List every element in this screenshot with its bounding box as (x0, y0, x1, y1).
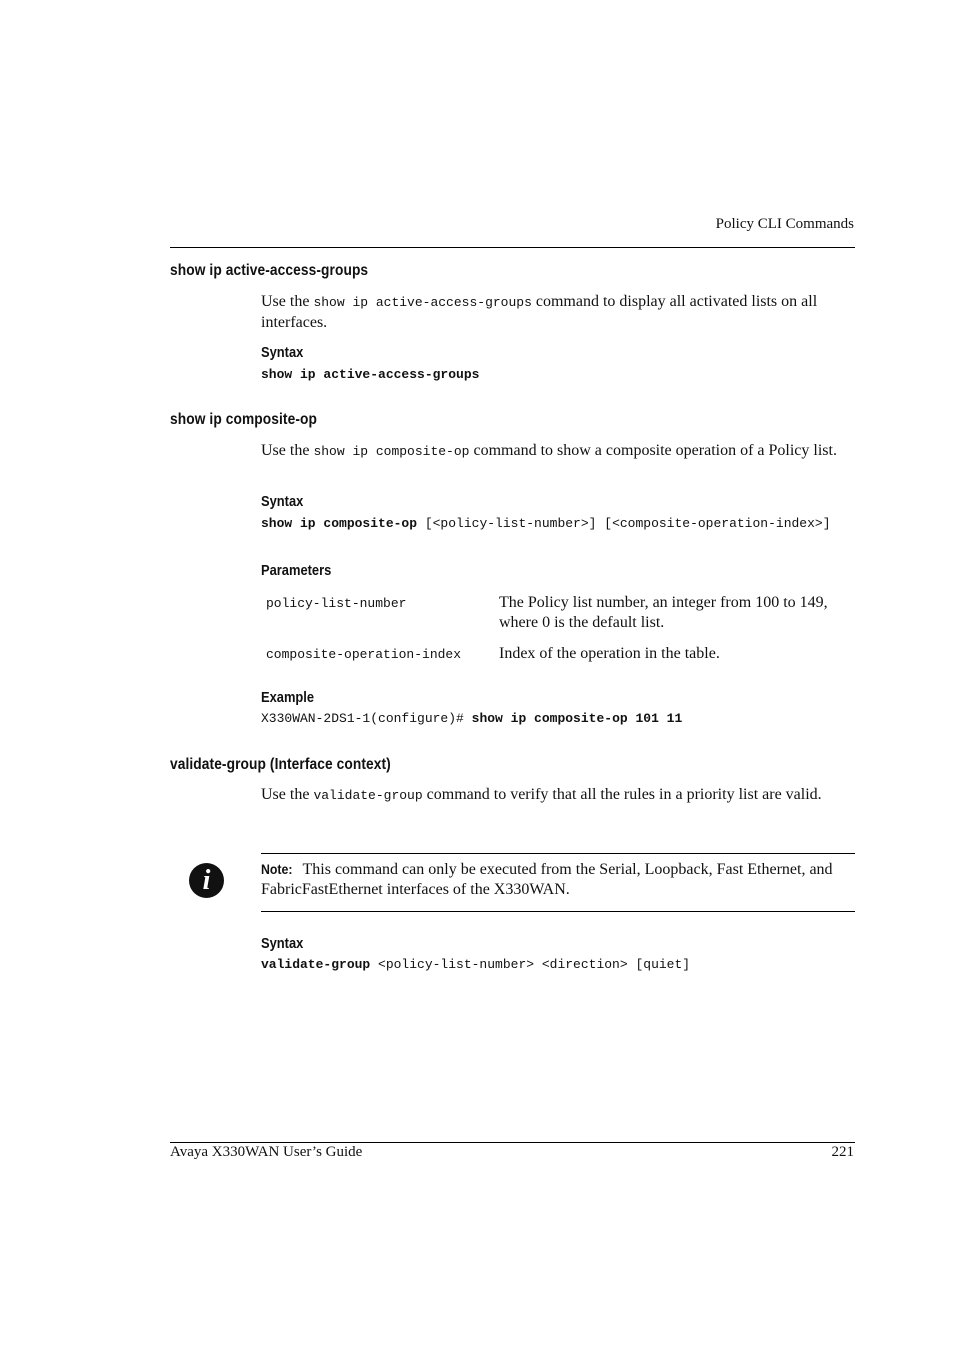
syntax-label: Syntax (261, 344, 304, 361)
note-bottom-rule (261, 911, 855, 912)
syntax-label: Syntax (261, 935, 304, 952)
parameter-description: The Policy list number, an integer from 100 to 149, where 0 is the default list. (499, 594, 828, 631)
info-icon: i (189, 863, 224, 898)
page-number: 221 (831, 1144, 854, 1160)
footer-title: Avaya X330WAN User’s Guide (170, 1144, 363, 1160)
section-heading-composite-op: show ip composite-op (170, 411, 317, 428)
inline-command: show ip composite-op (313, 444, 470, 459)
note (261, 859, 855, 900)
parameter-name: policy-list-number (266, 596, 407, 611)
section-heading-active-access-groups: show ip active-access-groups (170, 262, 369, 279)
syntax-label: Syntax (261, 493, 304, 510)
note-text: This command can only be executed from the Serial, Loopback, Fast Ethernet, and FabricFastEthernet interfaces of the X330WAN. (261, 861, 833, 898)
inline-command: validate-group (313, 788, 423, 803)
syntax-command: show ip composite-op [<policy-list-number>] [<composite-operation-index>] (261, 516, 831, 531)
footer-rule (170, 1142, 855, 1143)
example-command: X330WAN-2DS1-1(configure)# show ip composite-op 101 11 (261, 711, 683, 726)
inline-command: show ip active-access-groups (313, 295, 532, 310)
parameter-name: composite-operation-index (266, 647, 462, 662)
note-top-rule (261, 853, 855, 854)
parameter-description: Index of the operation in the table. (499, 645, 720, 662)
header-rule (170, 247, 855, 248)
section-heading-validate-group: validate-group (Interface context) (170, 756, 391, 773)
description-composite-op: Use the show ip composite-op command to show a composite operation of a Policy list. (261, 442, 837, 459)
note-label: Note: (261, 861, 293, 877)
example-label: Example (261, 689, 315, 706)
parameters-label: Parameters (261, 562, 332, 579)
syntax-command: show ip active-access-groups (261, 367, 480, 382)
syntax-command: validate-group <policy-list-number> <direction> [quiet] (261, 957, 691, 972)
description-active-access-groups: Use the show ip active-access-groups command to display all activated lists on all interfaces. (261, 293, 818, 331)
running-header: Policy CLI Commands (715, 216, 854, 232)
description-validate-group: Use the validate-group command to verify that all the rules in a priority list are valid. (261, 786, 822, 803)
